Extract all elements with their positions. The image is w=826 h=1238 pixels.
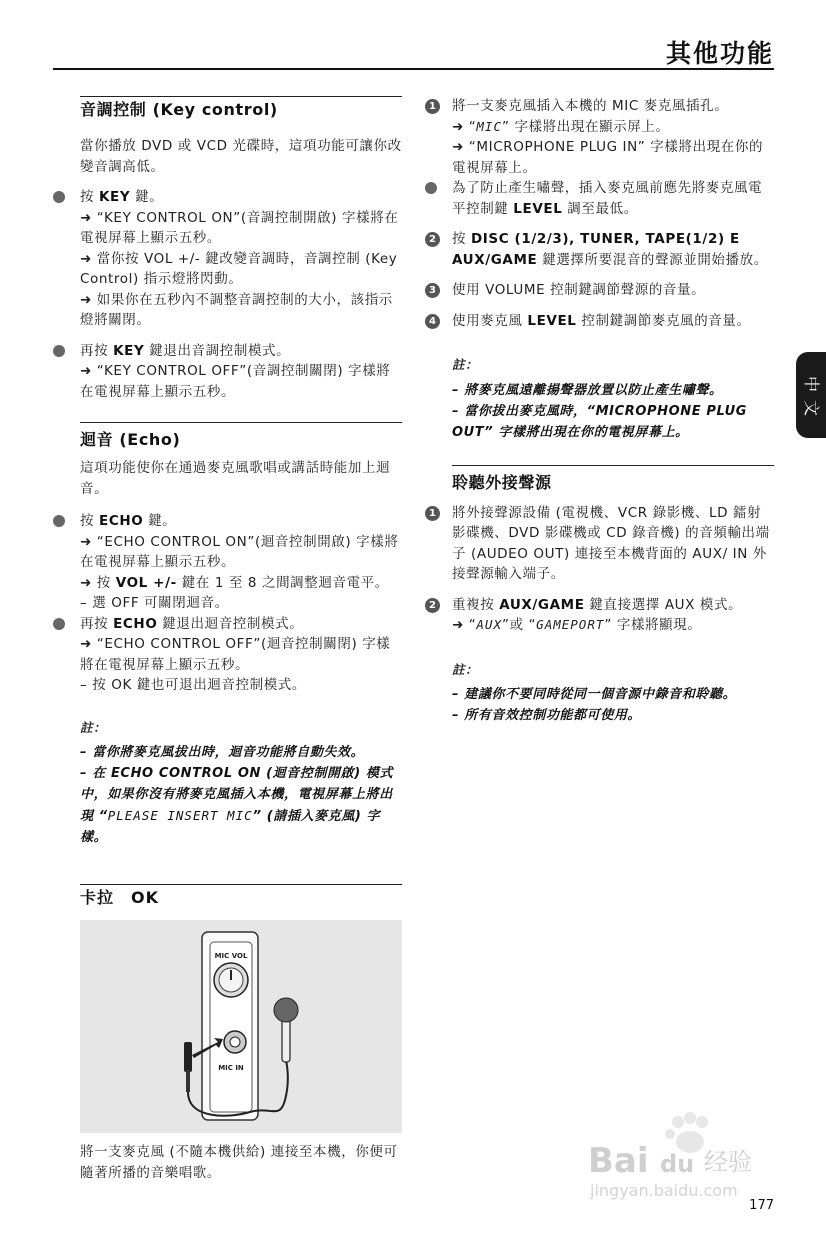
baidu-watermark [586, 1108, 776, 1203]
key-label: LEVEL [513, 200, 563, 217]
karaoke-header [80, 884, 402, 914]
bullet-icon [425, 182, 437, 194]
watermark-jingyan: 经验 [704, 1148, 752, 1176]
echo-title: 迴音 (Echo) [80, 422, 402, 456]
language-tab [796, 352, 826, 438]
mic-step-1-text: 將一支麥克風插入本機的 MIC 麥克風插孔。 [452, 98, 729, 114]
external-title: 聆聽外接聲源 [452, 465, 774, 499]
left-column [80, 96, 402, 848]
mic-note-2: – 當你拔出麥克風時，“MICROPHONE PLUG OUT” 字樣將出現在你的電視屏幕上。 [452, 403, 748, 440]
key-control-step-2-result-1: ➜ “KEY CONTROL OFF”(音調控制關閉) 字樣將在電視屏幕上顯示五秒。 [80, 363, 391, 400]
key-label: LEVEL [527, 312, 577, 329]
echo-note: 註： – 當你將麥克風拔出時，迴音功能將自動失效。 – 在 ECHO CONTROL ON (迴音控制開啟) 模式中，如果你沒有將麥克風插入本機，電視屏幕上將出現 “PLEASE INSERT MIC” (請插入麥克風) 字樣。 [80, 718, 402, 849]
lcd-text: MIC [476, 118, 502, 134]
mic-step-2: 2 按 DISC (1/2/3), TUNER, TAPE(1/2) E AUX/GAME 鍵選擇所要混音的聲源並開始播放。 [452, 229, 774, 270]
external-note-2: – 所有音效控制功能都可使用。 [452, 708, 642, 723]
bullet-icon [53, 191, 65, 203]
watermark-bai: Bai [588, 1141, 649, 1181]
bullet-icon [53, 515, 65, 527]
page-number: 177 [749, 1198, 774, 1213]
key-control-step-1-result-2: ➜ 當你按 VOL +/- 鍵改變音調時，音調控制 (Key Control) 指示燈將閃動。 [80, 250, 398, 287]
page-title: 其他功能 [665, 39, 774, 68]
microphone-icon [282, 1016, 290, 1062]
bullet-icon [53, 345, 65, 357]
mic-note-1: – 將麥克風遠離揚聲器放置以防止產生嘯聲。 [452, 382, 723, 398]
echo-step-2-result-2: – 按 OK 鍵也可退出迴音控制模式。 [80, 677, 307, 693]
key-control-step-2: 再按 KEY 鍵退出音調控制模式。 ➜ “KEY CONTROL OFF”(音調控制關閉) 字樣將在電視屏幕上顯示五秒。 [80, 341, 402, 403]
step-number-icon: 2 [425, 232, 440, 247]
mic-vol-label: MIC VOL [214, 952, 248, 960]
external-note [452, 660, 774, 727]
mic-step-3-text: 使用 VOLUME 控制鍵調節聲源的音量。 [452, 282, 706, 298]
bullet-icon [53, 618, 65, 630]
key-control-title: 音調控制 (Key control) [80, 96, 402, 126]
key-label: ECHO [99, 513, 144, 529]
karaoke-caption: 將一支麥克風 (不隨本機供給) 連接至本機，你便可隨著所播的音樂唱歌。 [80, 1144, 398, 1181]
echo-intro: 這項功能使你在通過麥克風歌唱或講話時能加上迴音。 [80, 460, 391, 497]
external-step-1 [429, 503, 774, 585]
key-control-step-1-result-3: ➜ 如果你在五秒內不調整音調控制的大小，該指示燈將關閉。 [80, 291, 393, 328]
mic-bullet: 為了防止產生嘯聲，插入麥克風前應先將麥克風電平控制鍵 LEVEL 調至最低。 [452, 178, 774, 219]
step-number-icon: 2 [425, 598, 440, 613]
echo-step-2: 再按 ECHO 鍵退出迴音控制模式。 ➜ “ECHO CONTROL OFF”(迴音控制關閉) 字樣將在電視屏幕上顯示五秒。 – 按 OK 鍵也可退出迴音控制模式。 [80, 614, 402, 696]
watermark-url: jingyan.baidu.com [590, 1181, 738, 1200]
external-note-1: – 建議你不要同時從同一個音源中錄音和聆聽。 [452, 687, 737, 702]
note-label: 註： [80, 719, 107, 735]
key-label: ECHO [113, 615, 158, 632]
step-number-icon: 1 [425, 99, 440, 114]
key-label: DISC (1/2/3), TUNER, TAPE(1/2) E AUX/GAME [452, 231, 740, 268]
language-tab-char-1: 中 [802, 375, 821, 392]
mic-step-1-result-2: ➜ “MICROPHONE PLUG IN” 字樣將出現在你的電視屏幕上。 [452, 139, 764, 176]
language-tab-char-2: 文 [802, 399, 821, 416]
key-label: KEY [99, 189, 131, 205]
key-label: AUX/GAME [499, 596, 585, 613]
watermark-du: du [660, 1150, 695, 1178]
external-step-1-text: 將外接聲源設備 (電視機、VCR 錄影機、LD 鐳射影碟機、DVD 影碟機或 CD 錄音機) 的音頻輸出端子 (AUDEO OUT) 連接至本機背面的 AUX/ IN 外接聲源輸入端子。 [452, 504, 770, 582]
note-label: 註： [452, 357, 479, 372]
step-number-icon: 3 [425, 283, 440, 298]
echo-step-1-result-3: – 選 OFF 可關閉迴音。 [80, 595, 229, 611]
lcd-text: PLEASE INSERT MIC [107, 808, 253, 823]
mic-note [452, 355, 774, 443]
step-number-icon: 1 [425, 506, 440, 521]
key-label: VOL +/- [115, 574, 177, 591]
header-divider [53, 68, 774, 70]
key-control-step-1-result-1: ➜ “KEY CONTROL ON”(音調控制開啟) 字樣將在電視屏幕上顯示五秒。 [80, 209, 399, 246]
echo-step-1-result-1: ➜ “ECHO CONTROL ON”(迴音控制開啟) 字樣將在電視屏幕上顯示五秒。 [80, 533, 399, 570]
key-control-intro: 當你播放 DVD 或 VCD 光碟時，這項功能可讓你改變音調高低。 [80, 138, 402, 175]
step-number-icon: 4 [425, 314, 440, 329]
key-control-step-1: 按 KEY 鍵。 ➜ “KEY CONTROL ON”(音調控制開啟) 字樣將在電視屏幕上顯示五秒。 ➜ 當你按 VOL +/- 鍵改變音調時，音調控制 (Key Control) 指示燈將閃動。 ➜ 如果你在五秒內不調整音調控制的大小，該指示燈將關閉。 [80, 187, 402, 331]
echo-note-1: – 當你將麥克風拔出時，迴音功能將自動失效。 [80, 745, 365, 760]
plug-icon [184, 1042, 192, 1072]
mic-step-4: 4 使用麥克風 LEVEL 控制鍵調節麥克風的音量。 [452, 311, 774, 332]
microphone-connection-illustration [80, 920, 402, 1133]
lcd-text: AUX [476, 617, 502, 632]
mic-step-1: 1 將一支麥克風插入本機的 MIC 麥克風插孔。 ➜ “MIC” 字樣將出現在顯示屏上。 ➜ “MICROPHONE PLUG IN” 字樣將出現在你的電視屏幕上。 [452, 96, 774, 178]
key-label: KEY [113, 342, 145, 359]
mic-in-label: MIC IN [218, 1064, 244, 1072]
karaoke-figure [80, 920, 402, 1133]
note-label: 註： [452, 661, 479, 677]
karaoke-title: 卡拉 OK [80, 888, 160, 907]
external-step-2: 2 重複按 AUX/GAME 鍵直接選擇 AUX 模式。 ➜ “AUX”或 “GAMEPORT” 字樣將顯現。 [452, 595, 774, 636]
echo-step-2-result-1: ➜ “ECHO CONTROL OFF”(迴音控制關閉) 字樣將在電視屏幕上顯示五秒。 [80, 636, 391, 673]
mic-step-3 [429, 280, 774, 301]
lcd-text: GAMEPORT [536, 617, 605, 632]
echo-step-1: 按 ECHO 鍵。 ➜ “ECHO CONTROL ON”(迴音控制開啟) 字樣將在電視屏幕上顯示五秒。 ➜ 按 VOL +/- 鍵在 1 至 8 之間調整迴音電平。 – 選 OFF 可關閉迴音。 [80, 511, 402, 614]
right-column [429, 96, 774, 726]
